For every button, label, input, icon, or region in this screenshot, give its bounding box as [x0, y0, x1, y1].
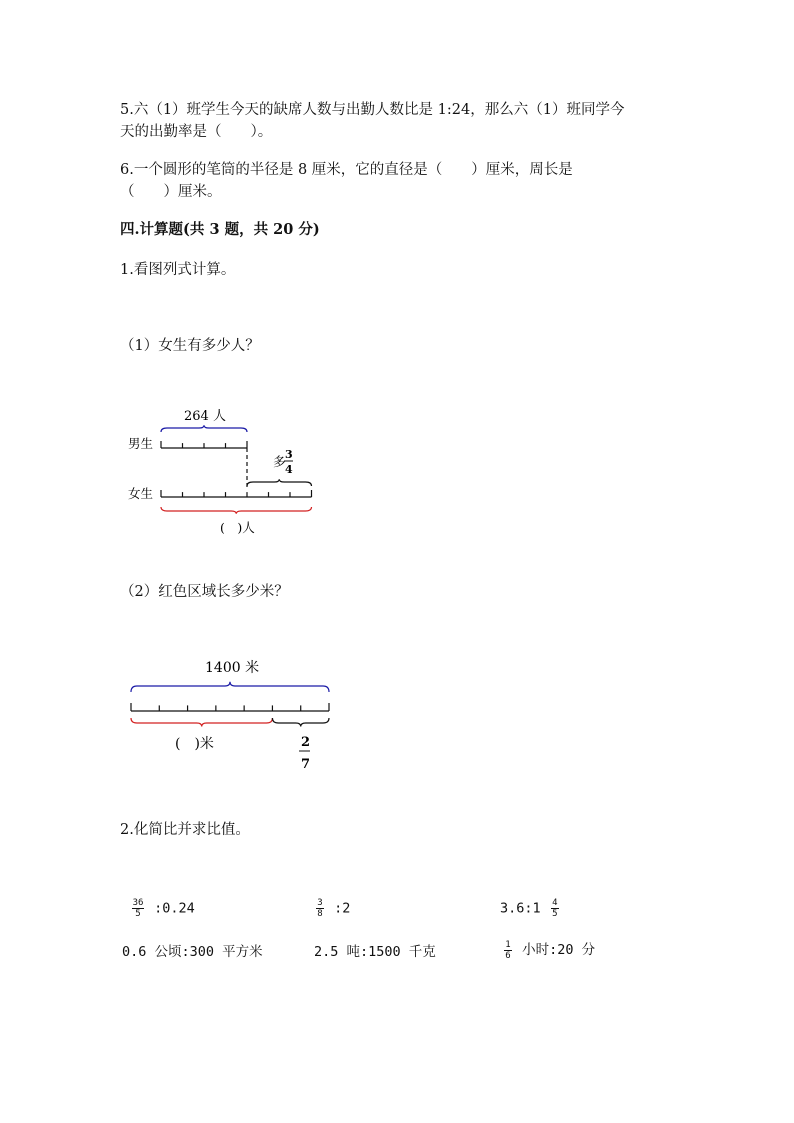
- diagram2-top-label: 1400 米: [205, 660, 260, 676]
- diagram-boys-girls: [120, 400, 340, 545]
- diagram1-answer-label: ( )人: [220, 520, 255, 535]
- fraction-numerator: 3: [317, 898, 323, 908]
- ratio-4: 0.6 公顷:300 平方米: [122, 944, 263, 960]
- ratio-2: [314, 898, 350, 919]
- fraction-numerator: 1: [505, 939, 511, 950]
- red-brace: [131, 718, 272, 727]
- boys-line: [161, 441, 247, 448]
- question-5-line1: 5.六（1）班学生今天的缺席人数与出勤人数比是 1:24，那么六（1）班同学今: [120, 102, 625, 118]
- question-2-title: 2.化简比并求比值。: [120, 822, 250, 838]
- ratio-6: [502, 938, 595, 961]
- fraction: [132, 898, 144, 919]
- blue-brace: [131, 682, 329, 692]
- fraction-numerator: 2: [301, 735, 311, 750]
- diagram1-top-label: 264 人: [184, 409, 226, 424]
- question-6-line2: （ ）厘米。: [120, 184, 222, 200]
- more-fraction-denominator: 4: [285, 463, 293, 476]
- ratio-rest: 小时:20 分: [522, 942, 596, 958]
- red-brace: [161, 507, 312, 514]
- subquestion-2: （2）红色区域长多少米？: [120, 584, 289, 600]
- question-6-line1: 6.一个圆形的笔筒的半径是 8 厘米，它的直径是（ ）厘米，周长是: [120, 162, 573, 178]
- boys-label: 男生: [128, 436, 154, 451]
- fraction: [316, 898, 324, 919]
- girls-label: 女生: [128, 486, 154, 501]
- fraction-denominator: 5: [135, 909, 141, 919]
- ratio-rest: :0.24: [154, 900, 195, 917]
- ratio-prefix: 3.6:1: [500, 900, 541, 917]
- ratio-rest: :2: [334, 900, 351, 917]
- ratio-1: [130, 898, 195, 919]
- question-5-line2: 天的出勤率是（ ）。: [120, 124, 273, 140]
- blue-brace: [161, 425, 247, 432]
- question-1-title: 1.看图列式计算。: [120, 262, 236, 278]
- segment-line: [131, 703, 329, 711]
- fraction-numerator: 4: [552, 898, 558, 908]
- diagram2-answer-label: ( )米: [175, 736, 214, 752]
- section-heading: 四.计算题(共 3 题，共 20 分): [120, 221, 320, 238]
- girls-line: [161, 490, 312, 497]
- fraction-denominator: 8: [317, 909, 323, 919]
- black-brace: [247, 479, 312, 486]
- ratio-5: 2.5 吨:1500 千克: [314, 944, 436, 960]
- ratio-3: [500, 898, 561, 919]
- subquestion-1: （1）女生有多少人？: [120, 338, 260, 354]
- fraction-denominator: 6: [505, 950, 511, 961]
- fraction: [551, 898, 559, 919]
- more-fraction-numerator: 3: [285, 448, 293, 461]
- fraction: [504, 940, 512, 961]
- fraction-denominator: 5: [552, 909, 558, 919]
- diagram-red-area: [120, 650, 350, 780]
- more-prefix: 多: [273, 454, 286, 469]
- fraction-denominator: 7: [301, 757, 311, 772]
- black-brace: [272, 718, 329, 727]
- fraction-numerator: 36: [132, 898, 144, 908]
